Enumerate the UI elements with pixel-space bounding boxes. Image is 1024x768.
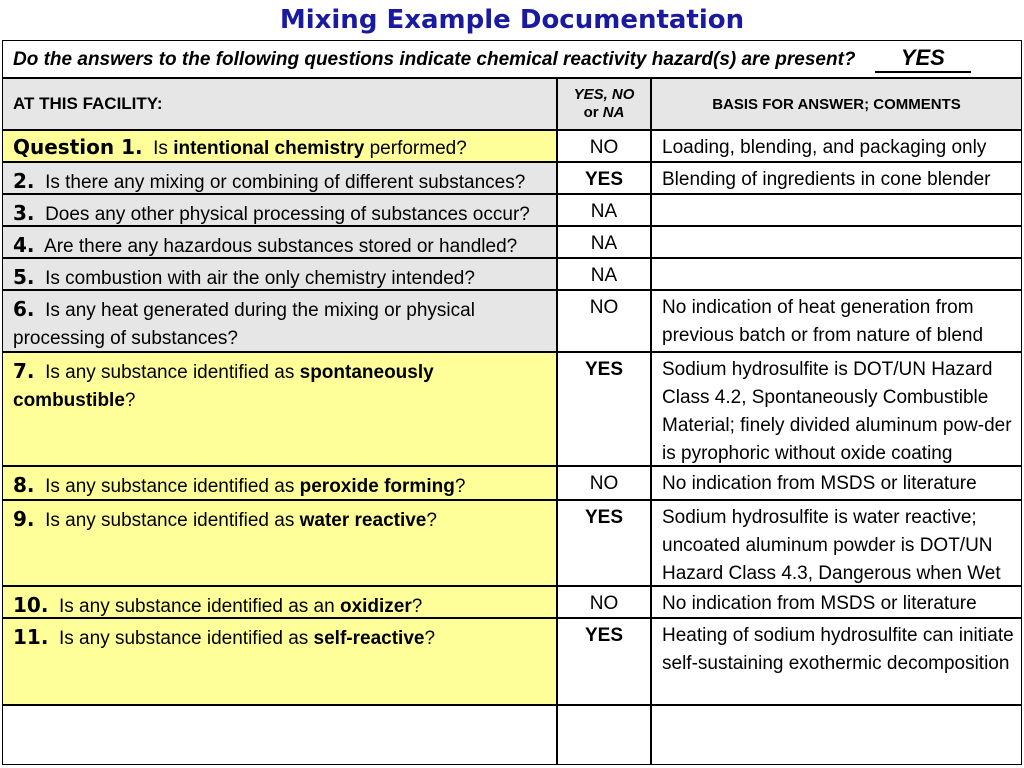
comment-cell: [651, 194, 1022, 226]
question-cell: [2, 130, 557, 162]
question-cell: [2, 226, 557, 258]
question-suffix: ?: [426, 510, 437, 531]
question-number: 5.: [13, 265, 35, 289]
answer-cell: NA: [557, 258, 651, 290]
question-number: 11.: [13, 625, 49, 649]
question-number: 6.: [13, 297, 35, 321]
question-number: 4.: [13, 233, 35, 257]
comment-cell: [651, 226, 1022, 258]
header-answer-or: or: [583, 104, 599, 121]
question-text: Is any heat generated during the mixing or physical processing of substances?: [13, 300, 475, 349]
question-cell: [2, 466, 557, 500]
question-cell: [2, 194, 557, 226]
question-keyword: oxidizer: [339, 596, 412, 617]
question-cell: [2, 290, 557, 352]
question-suffix: ?: [424, 628, 436, 649]
question-suffix: ?: [411, 596, 423, 617]
question-number: 7.: [13, 359, 35, 383]
header-answer-na: NA: [602, 104, 625, 121]
question-suffix: ?: [124, 390, 136, 411]
header-answer-column: [557, 78, 651, 130]
question-cell: [2, 618, 557, 705]
question-keyword: spontaneously combustible: [13, 362, 434, 411]
question-text: Is any substance identified as: [45, 362, 295, 383]
question-number: 8.: [13, 473, 35, 497]
hazard-question-answer: YES: [875, 45, 971, 73]
question-suffix: ?: [454, 476, 466, 497]
question-cell: [2, 352, 557, 466]
question-text: Is any substance identified as an: [59, 596, 335, 617]
question-text: Is: [153, 138, 168, 159]
hazard-question: [2, 40, 1022, 78]
question-keyword: peroxide forming: [299, 476, 455, 497]
header-facility: AT THIS FACILITY:: [2, 78, 557, 130]
question-text: Does any other physical processing of substances occur?: [45, 204, 530, 225]
empty-question-cell: [2, 705, 557, 765]
header-answer-line2: [584, 104, 625, 122]
hazard-question-text: Do the answers to the following questions indicate chemical reactivity hazard(s) are present?: [13, 49, 856, 70]
comment-cell: No indication of heat generation from previous batch or from nature of blend: [651, 290, 1022, 352]
question-number: Question 1.: [13, 135, 143, 159]
answer-cell: YES: [557, 500, 651, 586]
comment-cell: Heating of sodium hydrosulfite can initiate self-sustaining exothermic decomposition: [651, 618, 1022, 705]
header-answer-line1: YES, NO: [573, 86, 635, 103]
question-number: 9.: [13, 507, 35, 531]
question-number: 10.: [13, 593, 49, 617]
comment-cell: Loading, blending, and packaging only: [651, 130, 1022, 162]
empty-comment-cell: [651, 705, 1022, 765]
comment-cell: Sodium hydrosulfite is DOT/UN Hazard Class 4.2, Spontaneously Combustible Material; finely divided aluminum pow-der is pyrophoric without oxide coating: [651, 352, 1022, 466]
empty-answer-cell: [557, 705, 651, 765]
answer-cell: NO: [557, 130, 651, 162]
answer-cell: NA: [557, 226, 651, 258]
question-text: Is combustion with air the only chemistry intended?: [45, 268, 475, 289]
comment-cell: No indication from MSDS or literature: [651, 586, 1022, 618]
answer-cell: NA: [557, 194, 651, 226]
question-keyword: intentional chemistry: [173, 138, 365, 159]
question-cell: [2, 162, 557, 194]
question-cell: [2, 500, 557, 586]
question-cell: [2, 586, 557, 618]
comment-cell: Blending of ingredients in cone blender: [651, 162, 1022, 194]
question-text: Are there any hazardous substances stored or handled?: [44, 236, 518, 257]
question-number: 2.: [13, 169, 35, 193]
question-number: 3.: [13, 201, 35, 225]
comment-cell: [651, 258, 1022, 290]
question-suffix: performed?: [369, 138, 467, 159]
question-text: Is there any mixing or combining of different substances?: [45, 172, 526, 193]
question-keyword: self-reactive: [313, 628, 425, 649]
comment-cell: Sodium hydrosulfite is water reactive; uncoated aluminum powder is DOT/UN Hazard Class 4.3, Dangerous when Wet: [651, 500, 1022, 586]
question-keyword: water reactive: [299, 510, 427, 531]
question-text: Is any substance identified as: [59, 628, 309, 649]
question-cell: [2, 258, 557, 290]
question-text: Is any substance identified as: [45, 476, 295, 497]
page-title: Mixing Example Documentation: [279, 5, 745, 35]
answer-cell: NO: [557, 586, 651, 618]
answer-cell: YES: [557, 352, 651, 466]
answer-cell: NO: [557, 466, 651, 500]
header-basis: BASIS FOR ANSWER; COMMENTS: [651, 78, 1022, 130]
question-text: Is any substance identified as: [45, 510, 295, 531]
comment-cell: No indication from MSDS or literature: [651, 466, 1022, 500]
answer-cell: YES: [557, 618, 651, 705]
answer-cell: NO: [557, 290, 651, 352]
answer-cell: YES: [557, 162, 651, 194]
